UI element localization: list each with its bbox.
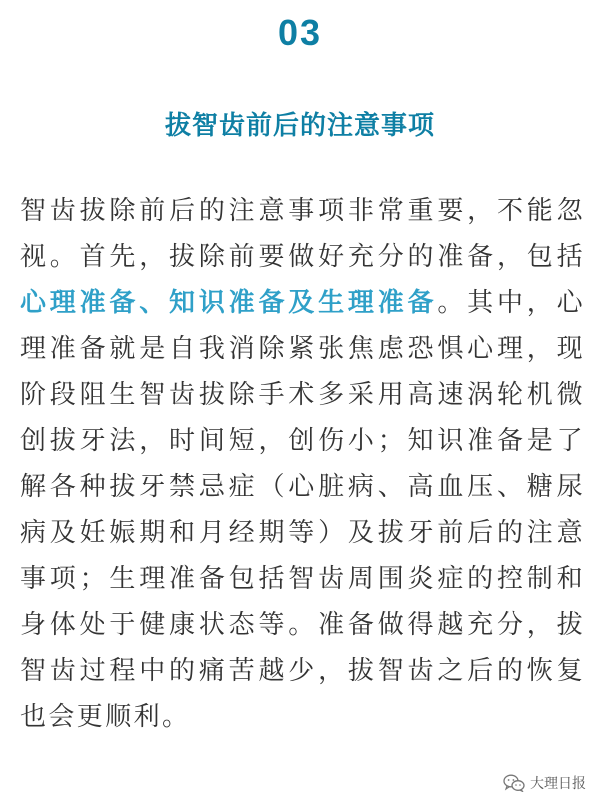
body-highlight: 心理准备、知识准备及生理准备 <box>20 288 438 318</box>
body-text-part-1: 智齿拔除前后的注意事项非常重要，不能忽视。首先，拔除前要做好充分的准备，包括 <box>20 196 585 272</box>
source-watermark <box>503 773 586 793</box>
body-text-part-2: 。其中，心理准备就是自我消除紧张焦虑恐惧心理，现阶段阻生智齿拔除手术多采用高速涡轮机微创拔牙法，时间短，创伤小；知识准备是了解各种拔牙禁忌症（心脏病、高血压、糖尿病及妊娠期和月经期等）及拔牙前后的注意事项；生理准备包括智齿周围炎症的控制和身体处于健康状态等。准备做得越充分，拔智齿过程中的痛苦越少，拔智齿之后的恢复也会更顺利。 <box>20 288 585 732</box>
wechat-icon <box>503 774 525 792</box>
section-title: 拔智齿前后的注意事项 <box>164 111 435 141</box>
watermark-text: 大理日报 <box>530 776 586 792</box>
body-paragraph <box>20 188 585 740</box>
section-number: 03 <box>277 12 323 53</box>
